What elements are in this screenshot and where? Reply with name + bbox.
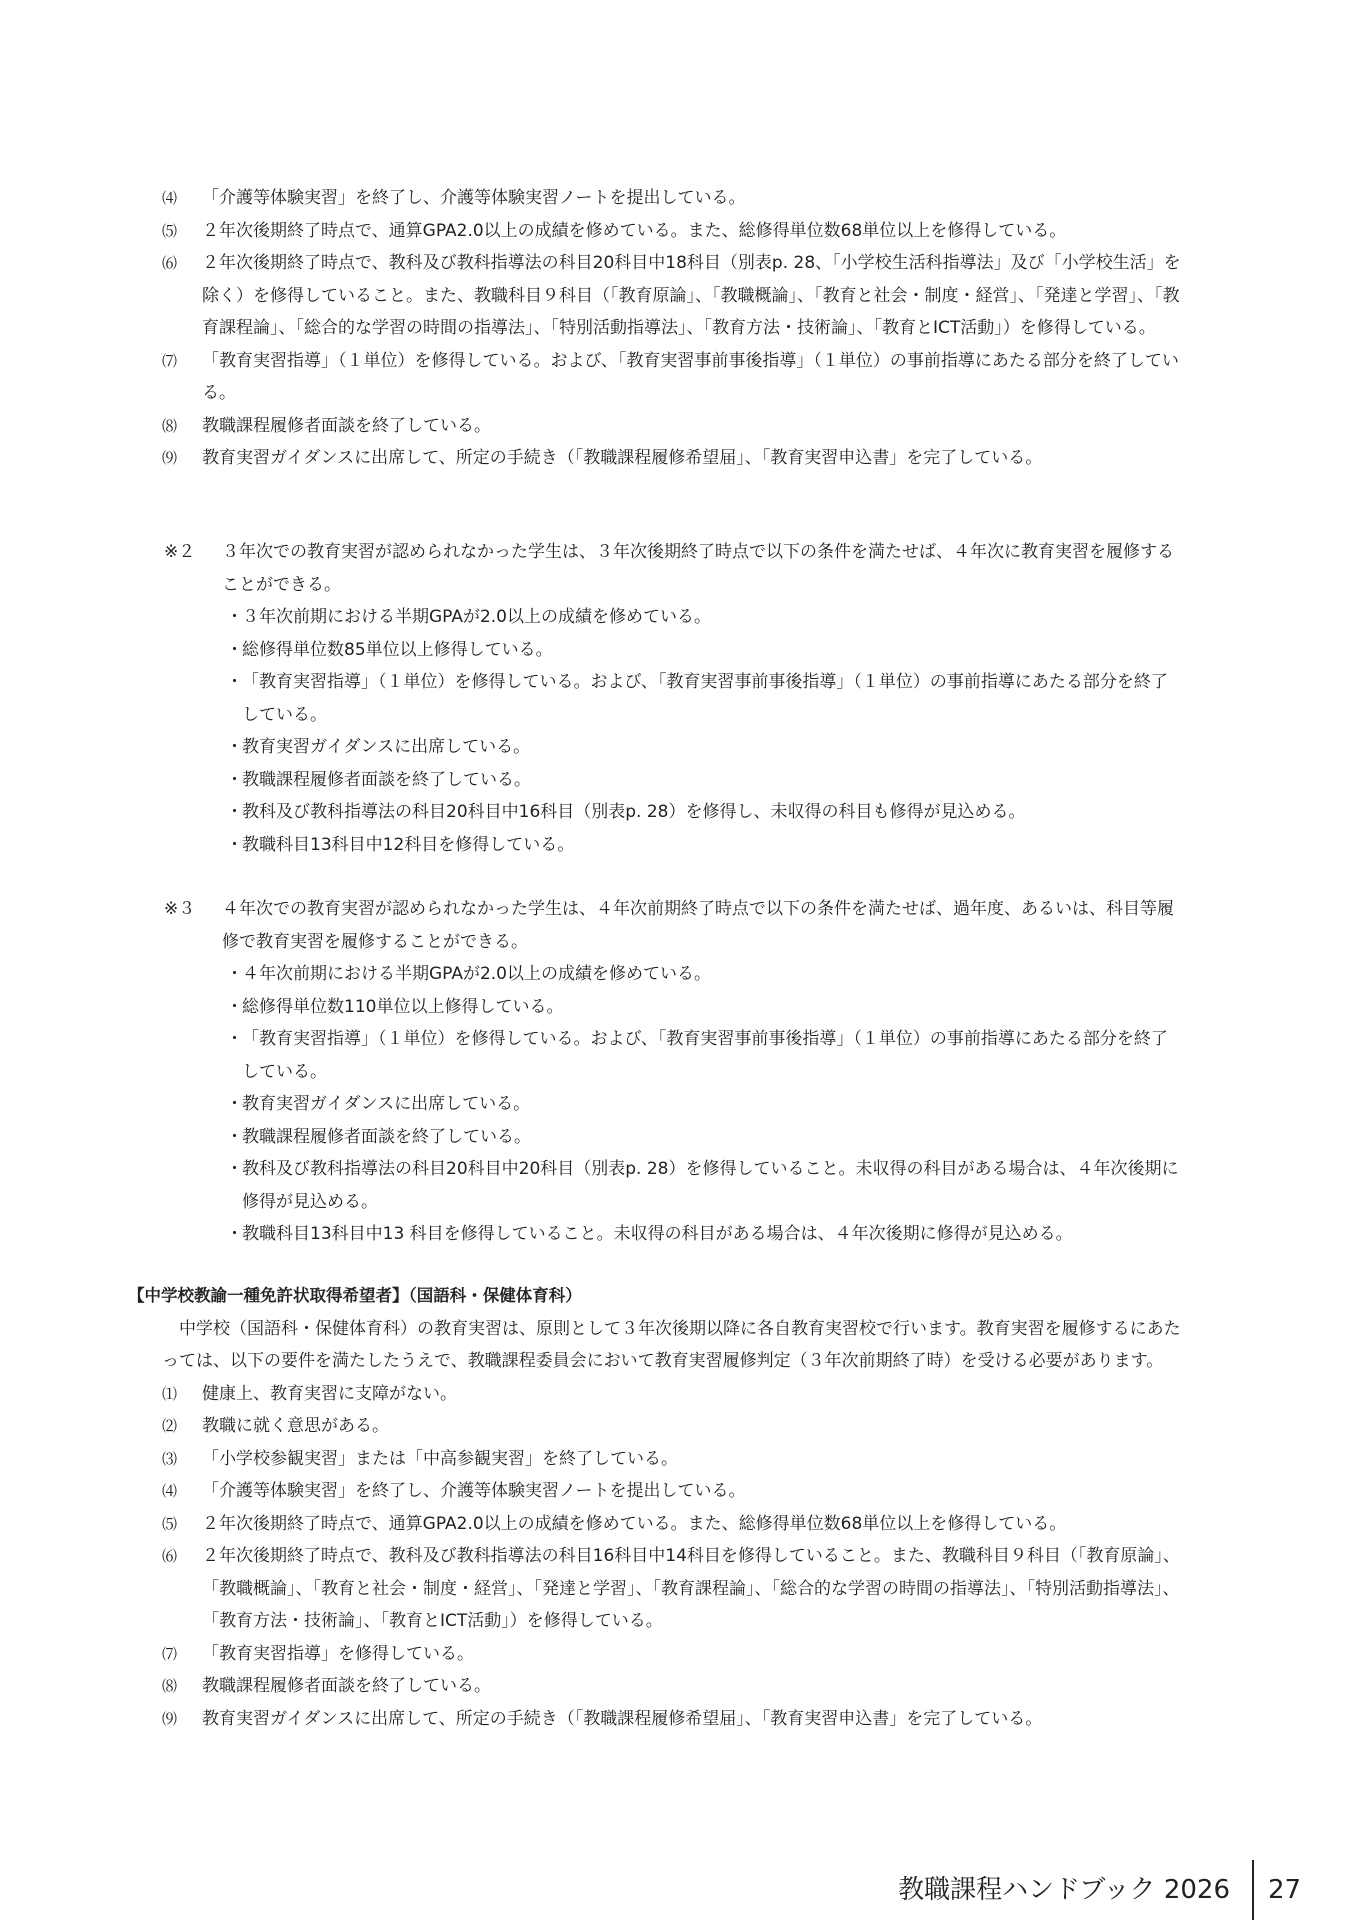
note-bullet: ・ 教育実習ガイダンスに出席している。	[226, 1094, 531, 1114]
list-item: ⑸ ２年次後期終了時点で、通算GPA2.0以上の成績を修めている。また、総修得単位数68単位以上を修得している。	[162, 1513, 1067, 1534]
note-bullet: ・ 教科及び教科指導法の科目20科目中16科目（別表p. 28）を修得し、未収得の科目も修得が見込める。	[226, 802, 1026, 822]
page-number: 27	[1268, 1875, 1302, 1905]
list-item: ⑹ ２年次後期終了時点で、教科及び教科指導法の科目16科目中14科目を修得していること。また、教職科目９科目（「教育原論」、「教職概論」、「教育と社会・制度・経営」、「発達と学習」、「教育課程論」、「総合的な学習の時間の指導法」、「特別活動指導法」、「教育方法・技術論」、「教育とICT活動」）を修得している。	[162, 1546, 1180, 1631]
list-item: ⑼ 教育実習ガイダンスに出席して、所定の手続き（「教職課程履修希望届」、「教育実習申込書」を完了している。	[162, 1708, 1043, 1729]
note-bullet: ・ ４年次前期における半期GPAが2.0以上の成績を修めている。	[226, 964, 712, 984]
note-bullet: ・ 「教育実習指導」（１単位）を修得している。および、「教育実習事前事後指導」（１単位）の事前指導にあたる部分を終了している。	[226, 672, 1168, 725]
list-item: ⑺ 「教育実習指導」（１単位）を修得している。および、「教育実習事前事後指導」（１単位）の事前指導にあたる部分を終了している。	[162, 350, 1179, 403]
list-item: ⑻ 教職課程履修者面談を終了している。	[162, 1676, 491, 1696]
footer-title: 教職課程ハンドブック 2026	[898, 1875, 1230, 1905]
requirements-list-junior-high	[128, 1378, 1184, 1736]
note-bullet: ・ 教職科目13科目中13 科目を修得していること。未収得の科目がある場合は、４年次後期に修得が見込める。	[226, 1224, 1073, 1244]
list-item: ⑵ 教職に就く意思がある。	[162, 1416, 389, 1436]
list-item: ⑷ 「介護等体験実習」を終了し、介護等体験実習ノートを提出している。	[162, 188, 746, 208]
list-item: ⑶ 「小学校参観実習」または「中高参観実習」を終了している。	[162, 1448, 678, 1469]
section-intro: 中学校（国語科・保健体育科）の教育実習は、原則として３年次後期以降に各自教育実習校で行います。教育実習を履修するにあたっては、以下の要件を満たしたうえで、教職課程委員会において教育実習履修判定（３年次前期終了時）を受ける必要があります。	[162, 1318, 1181, 1371]
note-bullet: ・ 「教育実習指導」（１単位）を修得している。および、「教育実習事前事後指導」（１単位）の事前指導にあたる部分を終了している。	[226, 1029, 1168, 1082]
note-bullet: ・ 教職課程履修者面談を終了している。	[226, 1126, 531, 1147]
list-item: ⑹ ２年次後期終了時点で、教科及び教科指導法の科目20科目中18科目（別表p. 28、「小学校生活科指導法」及び「小学校生活」を除く）を修得していること。また、教職科目９科目（「教育原論」、「教職概論」、「教育と社会・制度・経営」、「発達と学習」、「教育課程論」、「総合的な学習の時間の指導法」、「特別活動指導法」、「教育方法・技術論」、「教育とICT活動」）を修得している。	[162, 253, 1181, 338]
note-bullet: ・ 教職課程履修者面談を終了している。	[226, 769, 531, 790]
note-bullet: ・ 教育実習ガイダンスに出席している。	[226, 737, 531, 757]
section-heading: 【中学校教諭一種免許状取得希望者】（国語科・保健体育科）	[128, 1286, 582, 1305]
junior-high-section	[128, 1280, 1184, 1735]
list-item: ⑸ ２年次後期終了時点で、通算GPA2.0以上の成績を修めている。また、総修得単位数68単位以上を修得している。	[162, 220, 1067, 241]
footer-divider	[1252, 1860, 1254, 1920]
note-bullet: ・ 総修得単位数110単位以上修得している。	[226, 996, 564, 1017]
note-bullet: ・ 総修得単位数85単位以上修得している。	[226, 639, 553, 660]
note-2	[164, 536, 1184, 861]
list-item: ⑻ 教職課程履修者面談を終了している。	[162, 415, 491, 436]
list-item: ⑺ 「教育実習指導」を修得している。	[162, 1643, 474, 1664]
list-item: ⑴ 健康上、教育実習に支障がない。	[162, 1383, 457, 1404]
note-bullet: ・ 教科及び教科指導法の科目20科目中20科目（別表p. 28）を修得していること。未収得の科目がある場合は、４年次後期に修得が見込める。	[226, 1159, 1179, 1212]
list-item: ⑷ 「介護等体験実習」を終了し、介護等体験実習ノートを提出している。	[162, 1481, 746, 1501]
note-bullet: ・ 教職科目13科目中12科目を修得している。	[226, 834, 575, 855]
note-2-heading: ※２ ３年次での教育実習が認められなかった学生は、３年次後期終了時点で以下の条件を満たせば、４年次に教育実習を履修することができる。	[164, 542, 1174, 595]
note-3	[164, 893, 1184, 1251]
note-3-heading: ※３ ４年次での教育実習が認められなかった学生は、４年次前期終了時点で以下の条件を満たせば、過年度、あるいは、科目等履修で教育実習を履修することができる。	[164, 899, 1174, 952]
list-item: ⑼ 教育実習ガイダンスに出席して、所定の手続き（「教職課程履修希望届」、「教育実習申込書」を完了している。	[162, 448, 1043, 468]
note-bullet: ・ ３年次前期における半期GPAが2.0以上の成績を修めている。	[226, 607, 712, 627]
requirements-list-elementary	[162, 182, 1182, 475]
